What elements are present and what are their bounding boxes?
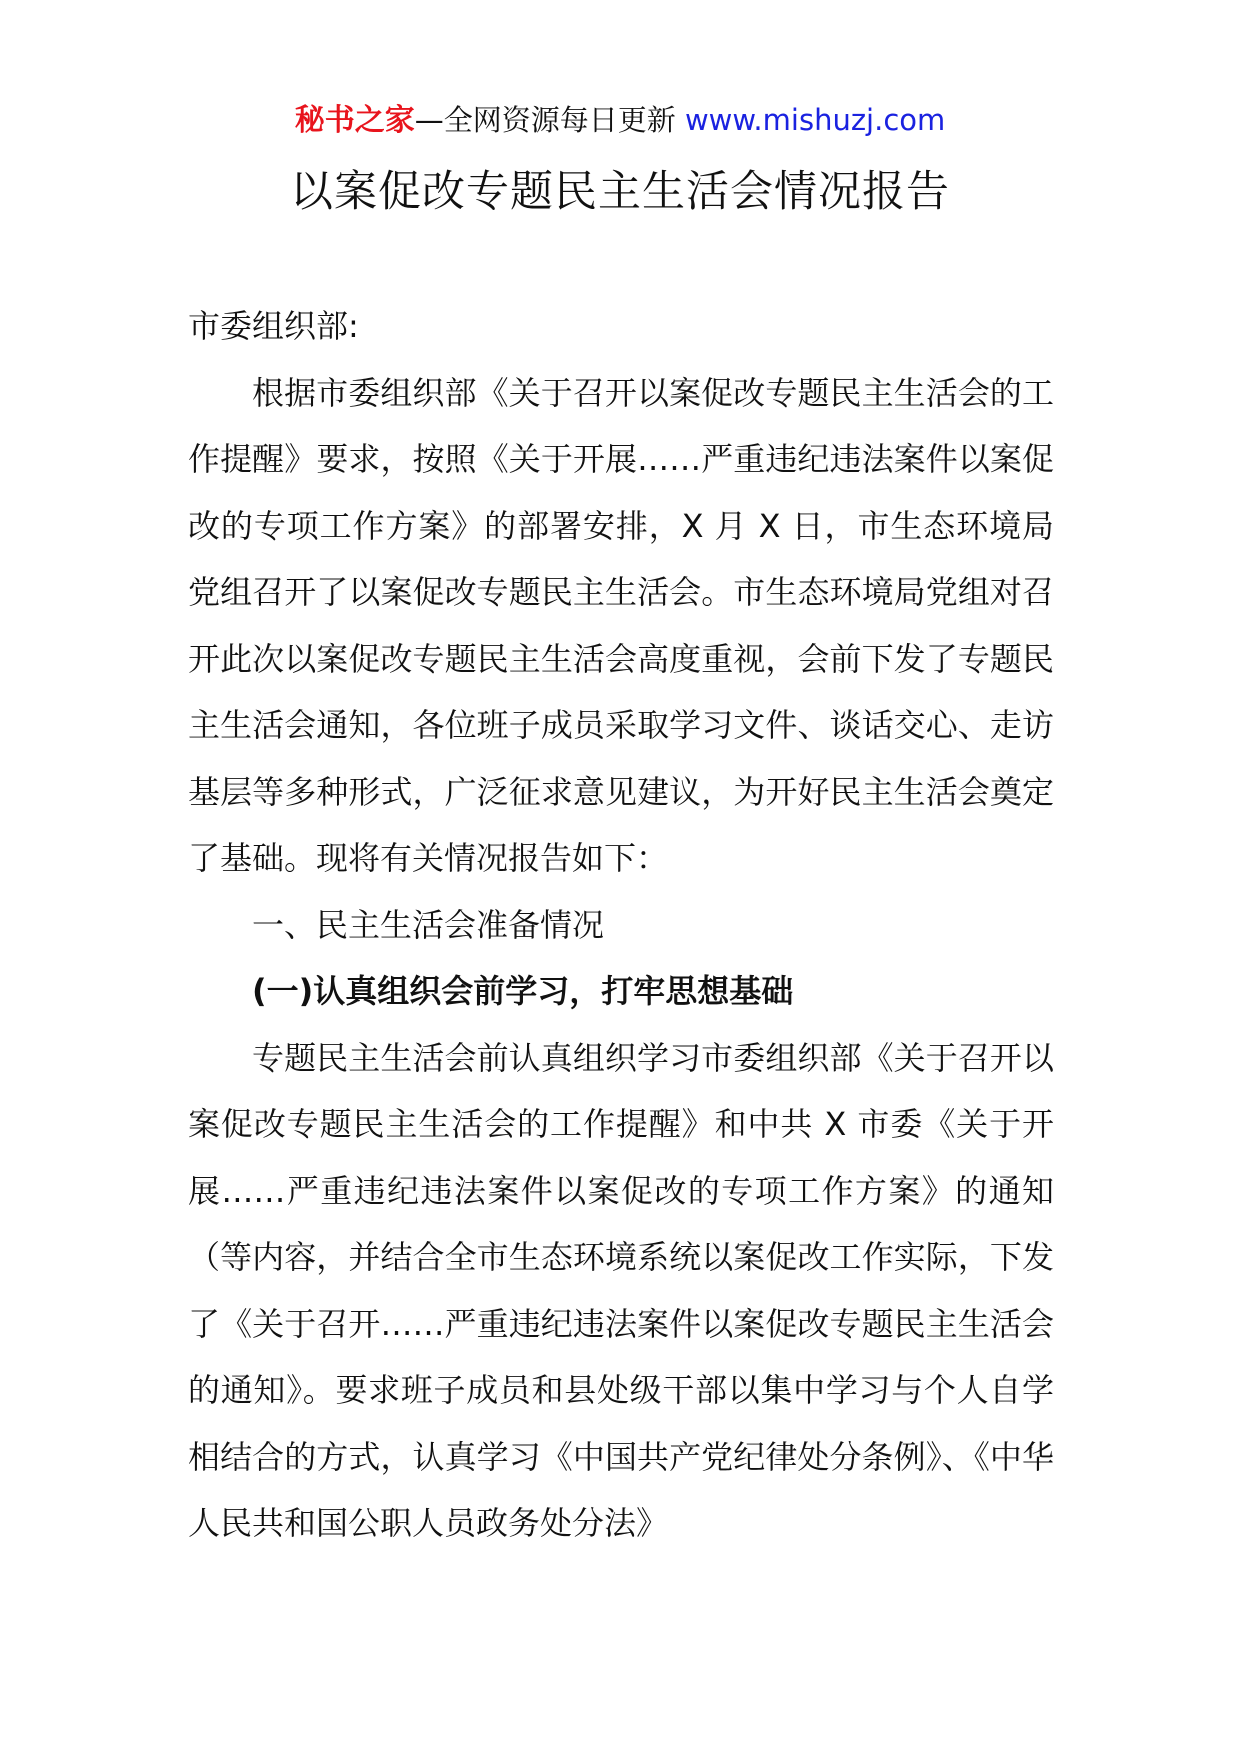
header-slogan: —全网资源每日更新: [414, 103, 685, 137]
paragraph-study: 专题民主生活会前认真组织学习市委组织部《关于召开以案促改专题民主生活会的工作提醒》和中共 X 市委《关于开展……严重违纪违法案件以案促改的专项工作方案》的通知（等内容，并结合全市生态环境系统以案促改工作实际，下发了《关于召开……严重违纪违法案件以案促改专题民主生活会的通知》。要求班子成员和县处级干部以集中学习与个人自学相结合的方式，认真学习《中国共产党纪律处分条例》、《中华人民共和国公职人员政务处分法》: [188, 1038, 1054, 1542]
site-header: [0, 100, 1240, 141]
brand-name: 秘书之家: [294, 103, 415, 138]
document-body: [188, 293, 1054, 1557]
section-heading: 一、民主生活会准备情况: [252, 905, 605, 944]
site-url-link[interactable]: www.mishuzj.com: [684, 103, 946, 137]
subsection-heading: (一)认真组织会前学习，打牢思想基础: [252, 972, 794, 1010]
page-title: 以案促改专题民主生活会情况报告: [290, 167, 950, 217]
paragraph-intro: 根据市委组织部《关于召开以案促改专题民主生活会的工作提醒》要求，按照《关于开展……严重违纪违法案件以案促改的专项工作方案》的部署安排，X 月 X 日，市生态环境局党组召开了以案促改专题民主生活会。市生态环境局党组对召开此次以案促改专题民主生活会高度重视，会前下发了专题民主生活会通知，各位班子成员采取学习文件、谈话交心、走访基层等多种形式，广泛征求意见建议，为开好民主生活会奠定了基础。现将有关情况报告如下：: [188, 373, 1054, 877]
salutation: 市委组织部:: [188, 307, 359, 345]
